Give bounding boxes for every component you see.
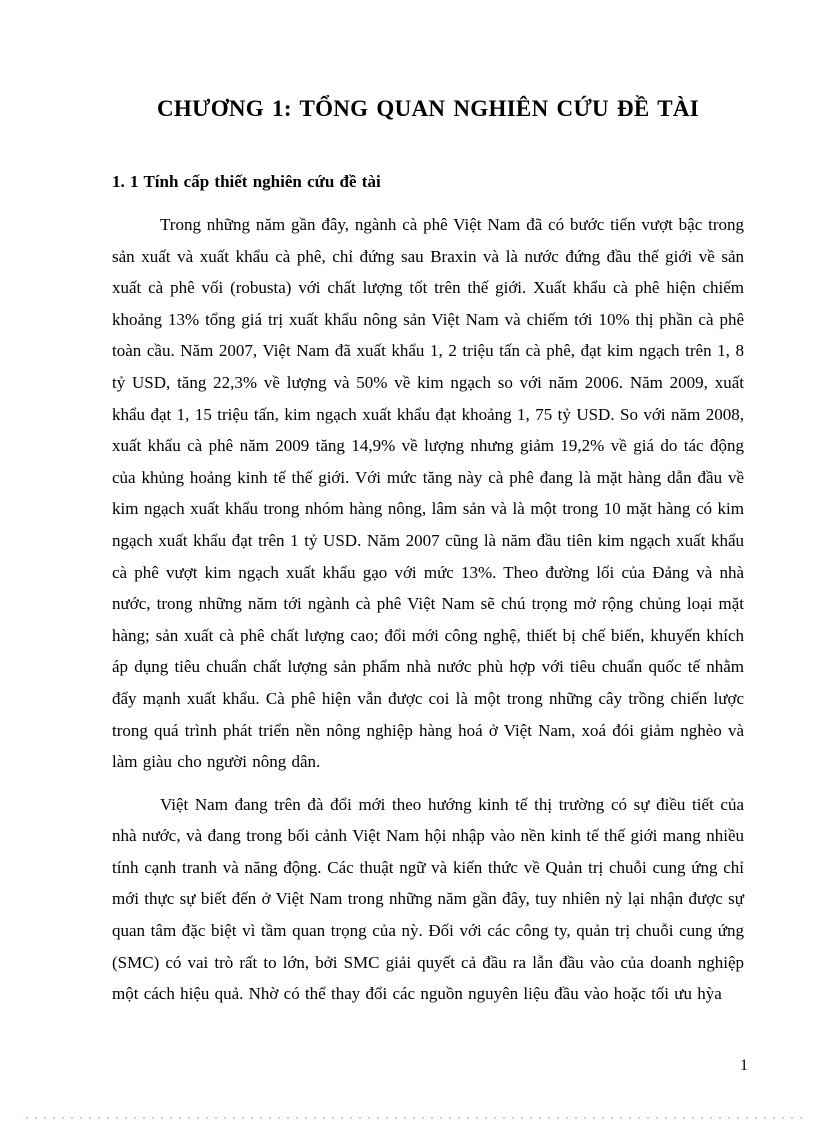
body-paragraph-2: Việt Nam đang trên đà đổi mới theo hướng kinh tế thị trường có sự điều tiết của nhà nước, và đang trong bối cảnh Việt Nam hội nhập vào nền kinh tế thế giới mang nhiều tính cạnh tranh và năng động. Các thuật ngữ và kiến thức về Quản trị chuỗi cung ứng chỉ mới thực sự biết đến ở Việt Nam trong những năm gần đây, tuy nhiên nỳ lại nhận được sự quan tâm đặc biệt vì tầm quan trọng của nỳ. Đối với các công ty, quản trị chuỗi cung ứng (SMC) có vai trò rất to lớn, bởi SMC giải quyết cả đầu ra lẫn đầu vào của doanh nghiệp một cách hiệu quả. Nhờ có thể thay đổi các nguồn nguyên liệu đầu vào hoặc tối ưu hỳa — [112, 794, 744, 1004]
section-heading: 1. 1 Tính cấp thiết nghiên cứu đề tài — [112, 172, 381, 191]
body-paragraph-1: Trong những năm gần đây, ngành cà phê Việt Nam đã có bước tiến vượt bậc trong sản xuất và xuất khẩu cà phê, chỉ đứng sau Braxin và là nước đứng đầu thế giới về sản xuất cà phê vối (robusta) với chất lượng tốt trên thế giới. Xuất khẩu cà phê hiện chiếm khoảng 13% tổng giá trị xuất khẩu nông sản Việt Nam và chiếm tới 10% thị phần cà phê toàn cầu. Năm 2007, Việt Nam đã xuất khẩu 1, 2 triệu tấn cà phê, đạt kim ngạch trên 1, 8 tỷ USD, tăng 22,3% về lượng và 50% về kim ngạch so với năm 2006. Năm 2009, xuất khẩu đạt 1, 15 triệu tấn, kim ngạch xuất khẩu đạt khoảng 1, 75 tỷ USD. So với năm 2008, xuất khẩu cà phê năm 2009 tăng 14,9% về lượng nhưng giảm 19,2% về giá do tác động của khủng hoảng kinh tế thế giới. Với mức tăng này cà phê đang là mặt hàng dẫn đầu về kim ngạch xuất khẩu trong nhóm hàng nông, lâm sản và là một trong 10 mặt hàng có kim ngạch xuất khẩu đạt trên 1 tỷ USD. Năm 2007 cũng là năm đầu tiên kim ngạch xuất khẩu cà phê vượt kim ngạch xuất khẩu gạo với mức 13%. Theo đường lối của Đảng và nhà nước, trong những năm tới ngành cà phê Việt Nam sẽ chú trọng mở rộng chủng loại mặt hàng; sản xuất cà phê chất lượng cao; đổi mới công nghệ, thiết bị chế biến, khuyến khích áp dụng tiêu chuẩn chất lượng sản phẩm nhà nước phù hợp với tiêu chuẩn quốc tế nhằm đẩy mạnh xuất khẩu. Cà phê hiện vẫn được coi là một trong những cây trồng chiến lược trong quá trình phát triển nền nông nghiệp hàng hoá ở Việt Nam, xoá đói giảm nghèo và làm giàu cho người nông dân. — [112, 215, 744, 772]
footer-dotted-divider — [26, 1117, 806, 1119]
page-title: CHƯƠNG 1: TỔNG QUAN NGHIÊN CỨU ĐỀ TÀI — [157, 96, 699, 121]
page-number: 1 — [740, 1057, 748, 1074]
page-content — [112, 0, 744, 1010]
